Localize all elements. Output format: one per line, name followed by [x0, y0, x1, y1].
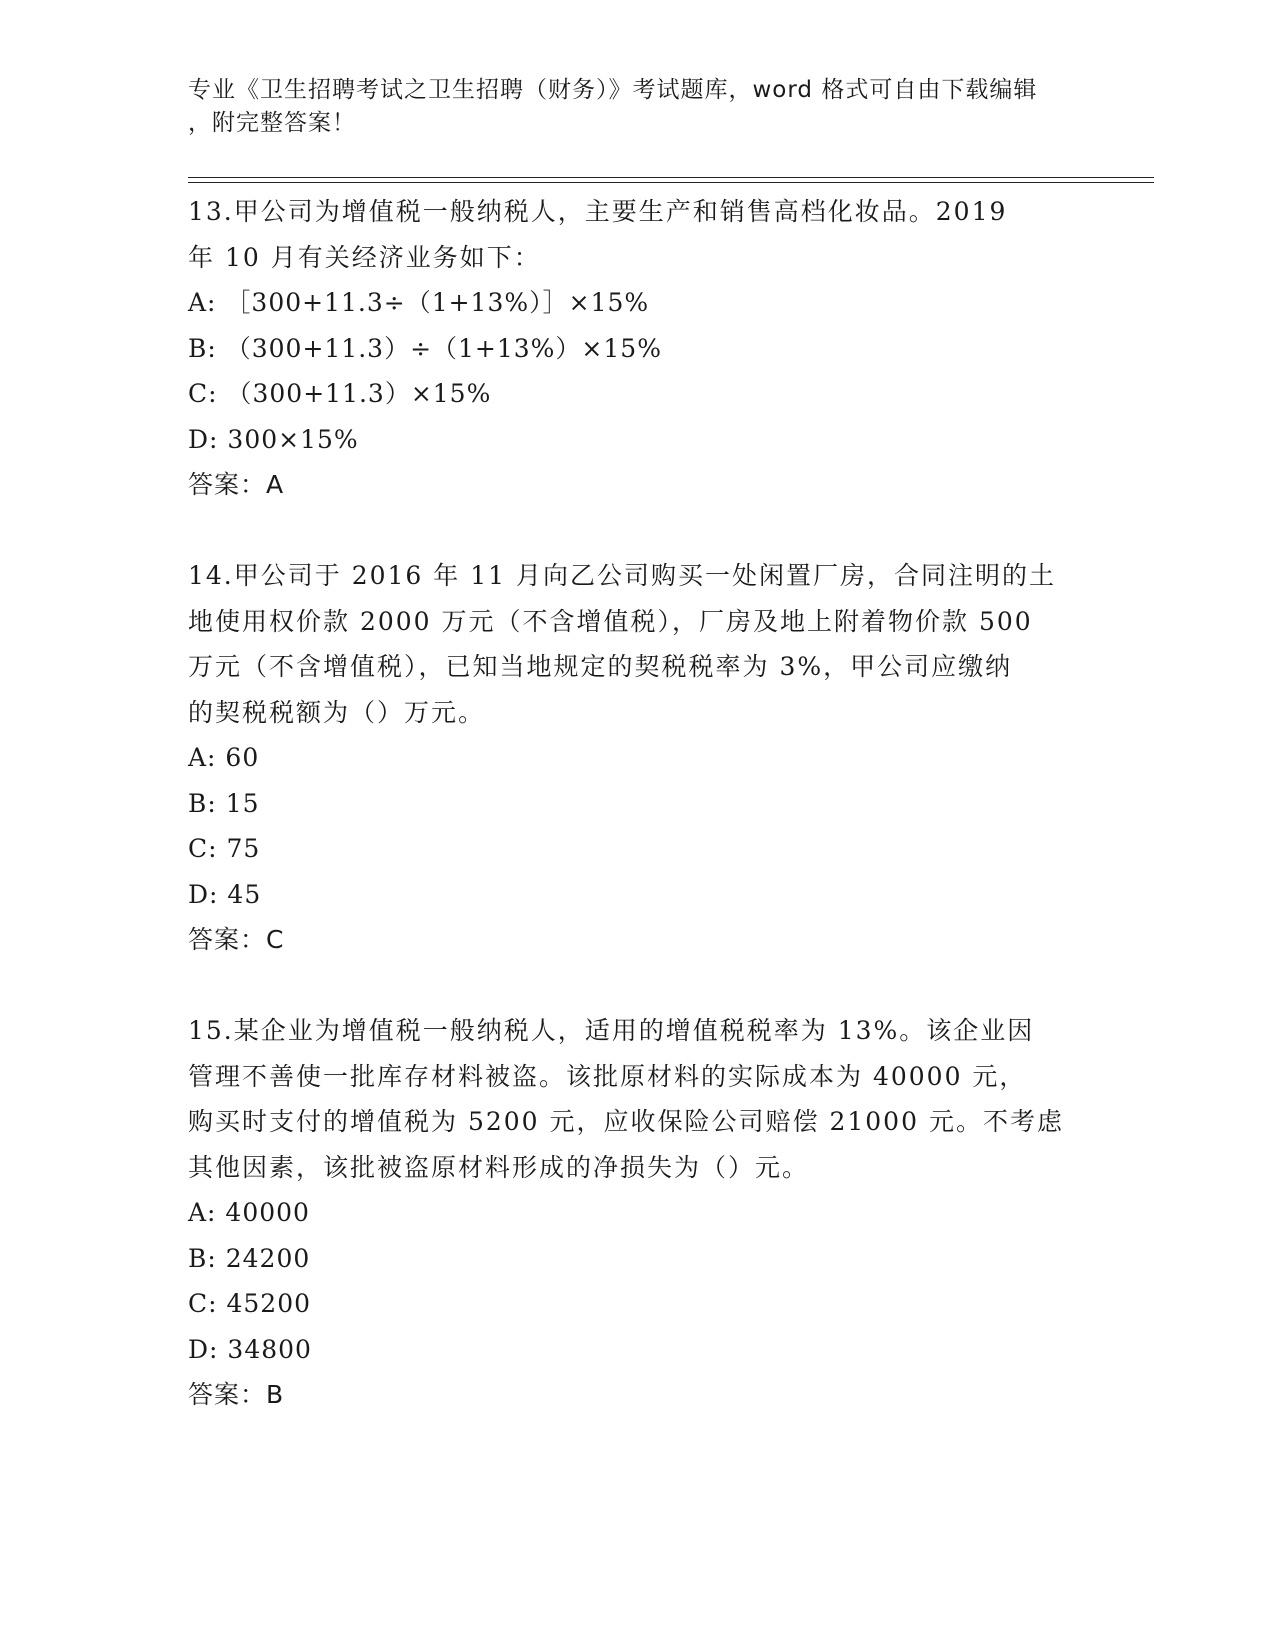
question-14 [188, 553, 1078, 963]
question-stem-line: 购买时支付的增值税为 5200 元，应收保险公司赔偿 21000 元。不考虑 [188, 1107, 1064, 1136]
question-stem-line: 15.某企业为增值税一般纳税人，适用的增值税税率为 13%。该企业因 [188, 1016, 1035, 1045]
question-stem-line: 地使用权价款 2000 万元（不含增值税），厂房及地上附着物价款 500 [188, 606, 1033, 636]
option-b: B: 24200 [188, 1243, 311, 1273]
question-stem-line: 的契税税额为（）万元。 [188, 697, 486, 727]
option-d: D: 300×15% [188, 424, 359, 454]
question-stem-line: 13.甲公司为增值税一般纳税人，主要生产和销售高档化妆品。2019 [188, 197, 1008, 226]
header-line-1: 专业《卫生招聘考试之卫生招聘（财务）》考试题库，word 格式可自由下载编辑 [188, 77, 1038, 103]
answer-line: 答案：C [188, 925, 285, 954]
question-15 [188, 1008, 1078, 1418]
question-stem-line: 14.甲公司于 2016 年 11 月向乙公司购买一处闲置厂房，合同注明的土 [188, 561, 1056, 590]
option-b: B: 15 [188, 788, 260, 818]
option-a: A: 60 [188, 743, 260, 772]
answer-line: 答案：A [188, 470, 285, 499]
option-d: D: 45 [188, 879, 262, 909]
question-stem-line: 其他因素，该批被盗原材料形成的净损失为（）元。 [188, 1152, 810, 1182]
option-c: C: 75 [188, 834, 261, 863]
option-c: C: 45200 [188, 1289, 312, 1318]
header-line-2: ，附完整答案！ [188, 110, 356, 136]
question-stem-line: 管理不善使一批库存材料被盗。该批原材料的实际成本为 40000 元， [188, 1061, 1027, 1091]
question-stem-line: 年 10 月有关经济业务如下： [188, 242, 541, 272]
answer-line: 答案：B [188, 1380, 285, 1409]
header-divider-bottom [188, 182, 1154, 183]
document-header [188, 74, 1088, 140]
option-a: A: 40000 [188, 1198, 310, 1227]
option-c: C: （300+11.3）×15% [188, 379, 492, 408]
option-d: D: 34800 [188, 1334, 312, 1364]
header-divider-top [188, 177, 1154, 178]
option-a: A: ［300+11.3÷（1+13%）］×15% [188, 288, 650, 317]
option-b: B: （300+11.3）÷（1+13%）×15% [188, 333, 662, 363]
question-stem-line: 万元（不含增值税），已知当地规定的契税税率为 3%，甲公司应缴纳 [188, 652, 1013, 681]
question-13 [188, 189, 1078, 508]
